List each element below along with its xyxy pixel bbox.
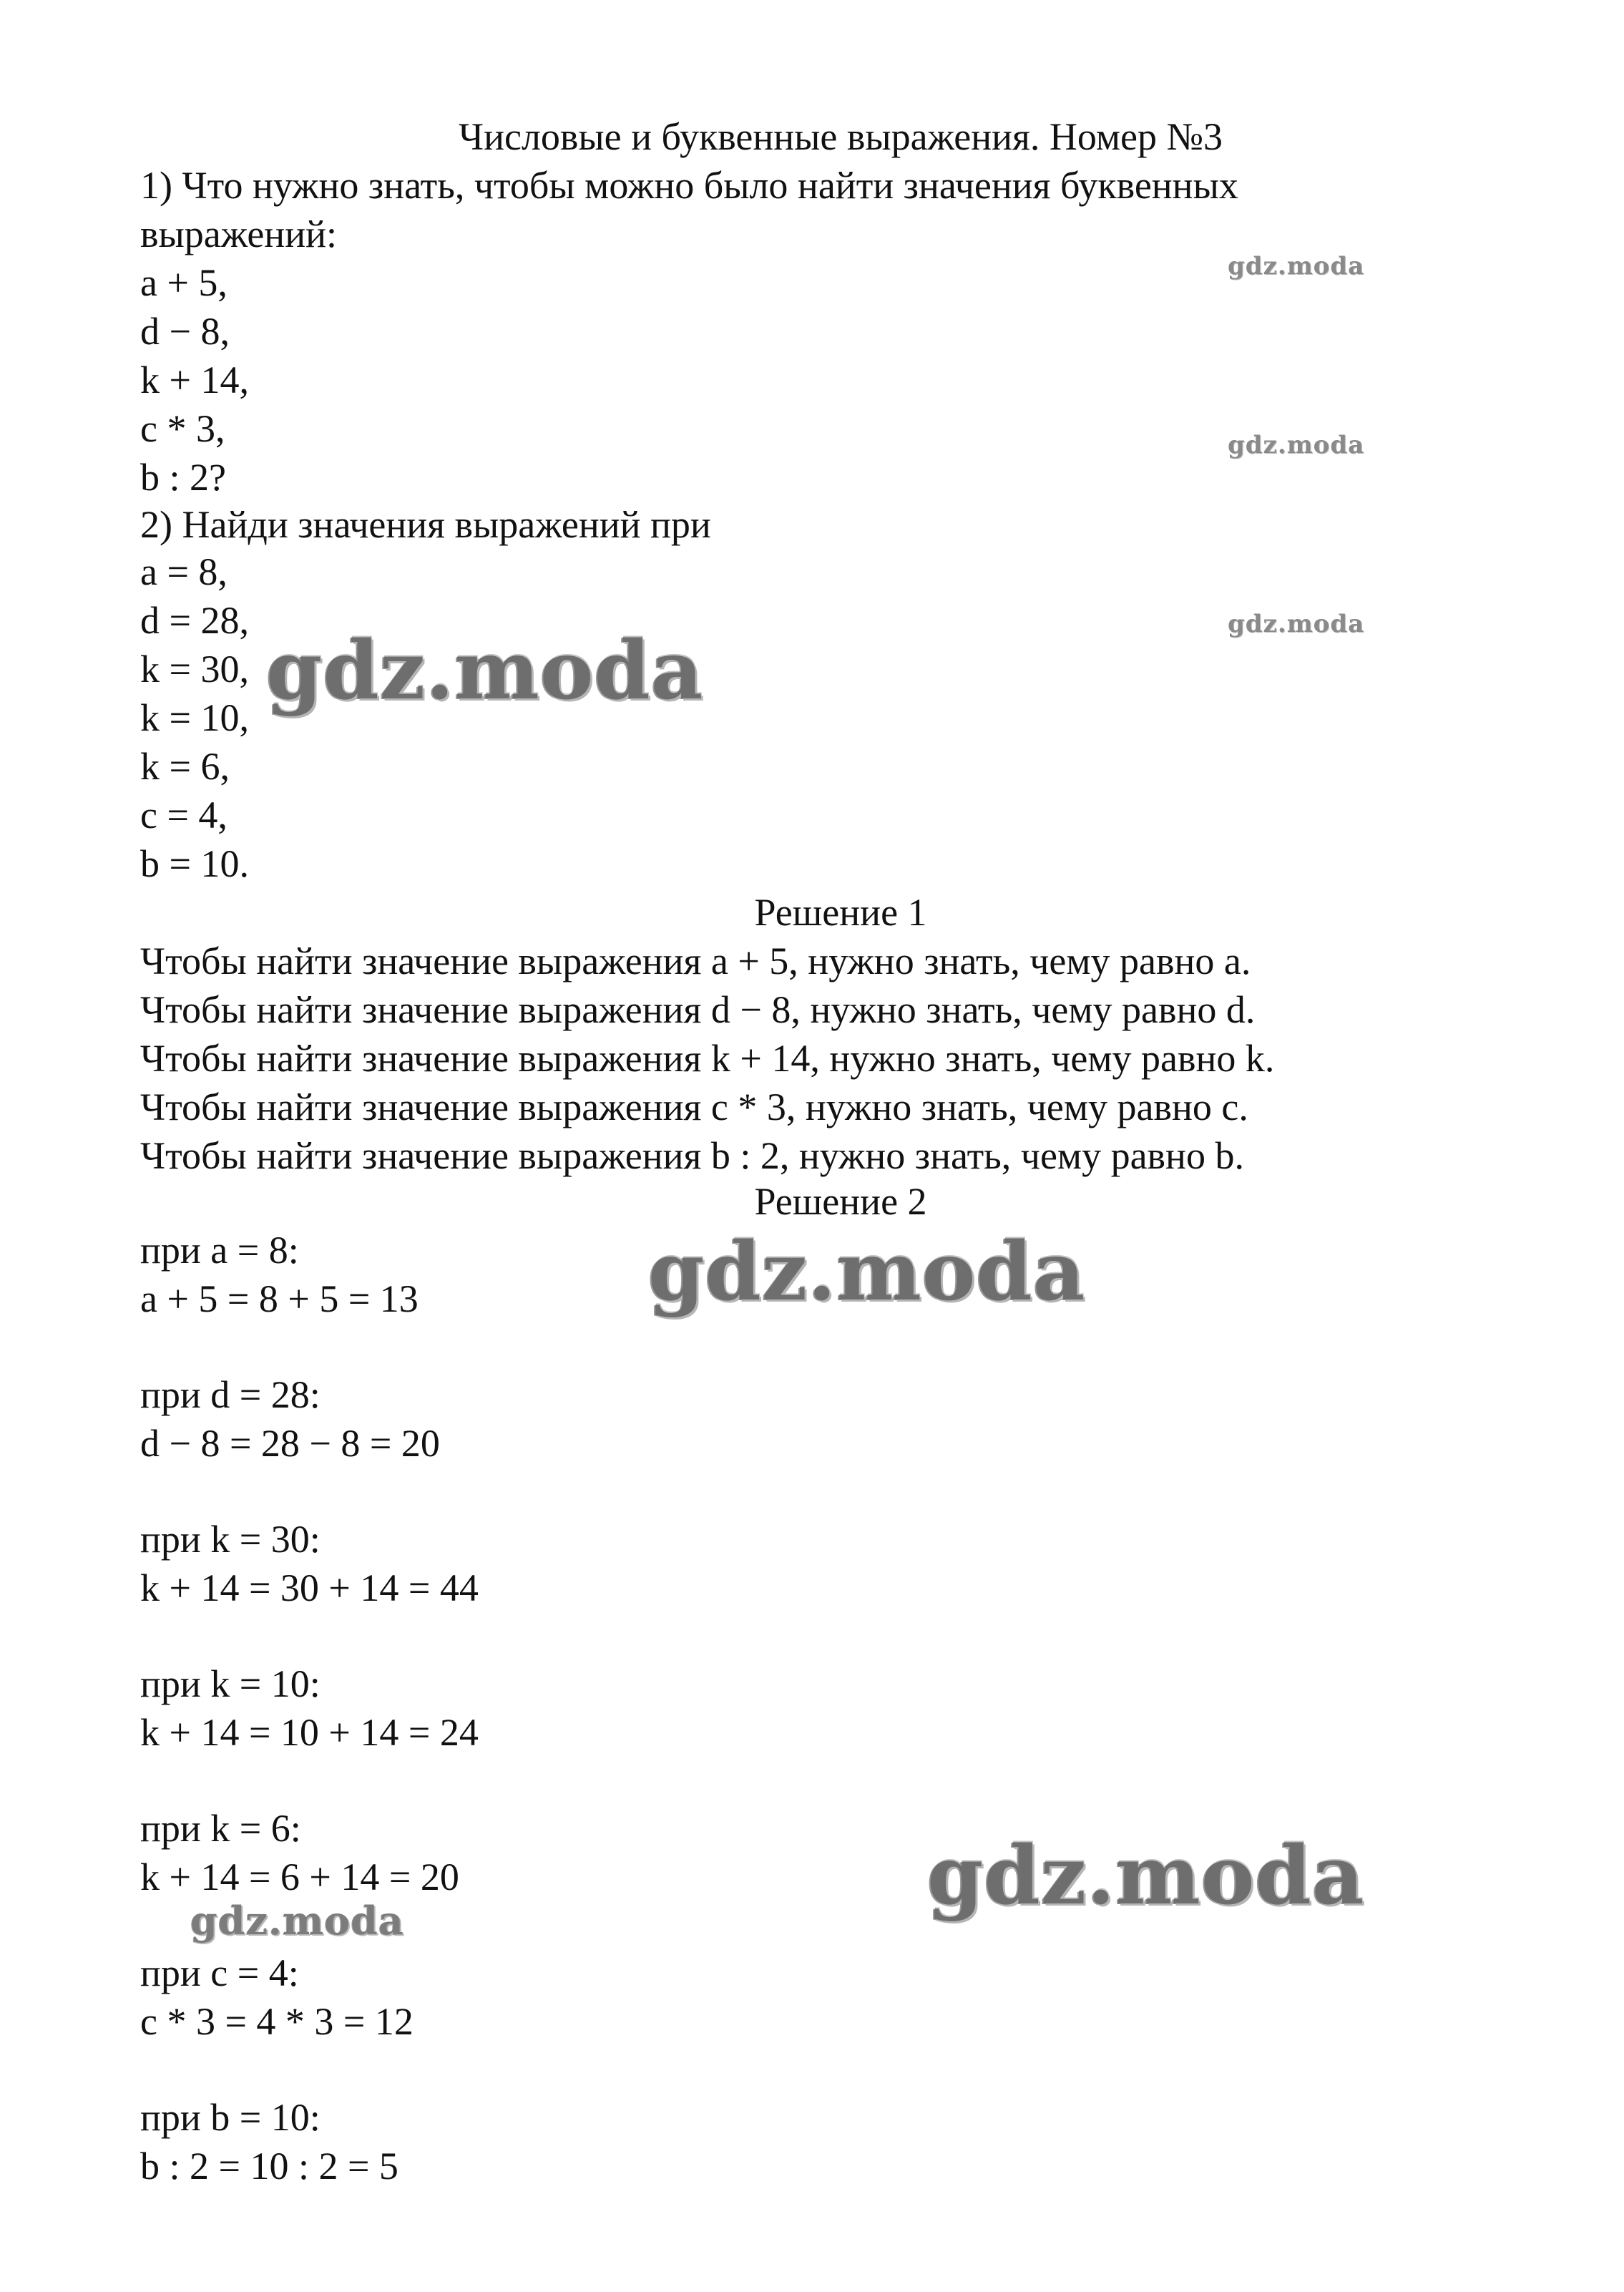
solution-2-condition: при a = 8: (140, 1229, 299, 1272)
expression-line: c * 3, (140, 407, 225, 450)
watermark-large: gdz.moda (648, 1225, 1086, 1319)
watermark-large: gdz.moda (927, 1829, 1365, 1923)
value-line: d = 28, (140, 599, 249, 642)
expression-line: d − 8, (140, 310, 230, 353)
value-line: k = 6, (140, 745, 230, 788)
question-2-line: 2) Найди значения выражений при (140, 503, 711, 546)
solution-2-condition: при b = 10: (140, 2096, 321, 2139)
watermark-small: gdz.moda (1228, 252, 1365, 281)
value-line: k = 10, (140, 696, 249, 739)
value-line: b = 10. (140, 842, 249, 885)
watermark-medium: gdz.moda (190, 1898, 404, 1944)
question-1-line-1: 1) Что нужно знать, чтобы можно было найти значения буквенных (140, 164, 1238, 207)
solution-2-calculation: b : 2 = 10 : 2 = 5 (140, 2145, 398, 2188)
expression-line: k + 14, (140, 359, 249, 401)
question-1-line-2: выражений: (140, 213, 338, 255)
solution-2-calculation: c * 3 = 4 * 3 = 12 (140, 2000, 414, 2043)
document-title: Числовые и буквенные выражения. Номер №3 (459, 115, 1223, 158)
watermark-small: gdz.moda (1228, 610, 1365, 638)
expression-line: a + 5, (140, 261, 228, 304)
expression-line: b : 2? (140, 456, 226, 499)
solution-1-line: Чтобы найти значение выражения c * 3, нужно знать, чему равно c. (140, 1086, 1248, 1128)
solution-2-calculation: k + 14 = 30 + 14 = 44 (140, 1566, 479, 1609)
solution-1-line: Чтобы найти значение выражения a + 5, нужно знать, чему равно a. (140, 940, 1251, 982)
solution-1-line: Чтобы найти значение выражения d − 8, нужно знать, чему равно d. (140, 988, 1256, 1031)
solution-2-calculation: d − 8 = 28 − 8 = 20 (140, 1422, 440, 1465)
solution-1-heading: Решение 1 (754, 891, 927, 934)
watermark-small: gdz.moda (1228, 431, 1365, 459)
solution-2-condition: при d = 28: (140, 1373, 321, 1416)
solution-2-condition: при k = 6: (140, 1807, 301, 1850)
solution-2-heading: Решение 2 (754, 1180, 927, 1223)
solution-1-line: Чтобы найти значение выражения k + 14, нужно знать, чему равно k. (140, 1037, 1275, 1080)
value-line: a = 8, (140, 550, 228, 593)
watermark-large: gdz.moda (266, 624, 704, 718)
solution-2-condition: при c = 4: (140, 1951, 299, 1994)
solution-2-calculation: k + 14 = 6 + 14 = 20 (140, 1855, 459, 1898)
solution-2-condition: при k = 10: (140, 1662, 321, 1705)
value-line: c = 4, (140, 794, 228, 837)
solution-2-calculation: k + 14 = 10 + 14 = 24 (140, 1711, 479, 1754)
solution-2-condition: при k = 30: (140, 1518, 321, 1561)
solution-1-line: Чтобы найти значение выражения b : 2, нужно знать, чему равно b. (140, 1134, 1244, 1177)
solution-2-calculation: a + 5 = 8 + 5 = 13 (140, 1277, 419, 1320)
value-line: k = 30, (140, 648, 249, 691)
